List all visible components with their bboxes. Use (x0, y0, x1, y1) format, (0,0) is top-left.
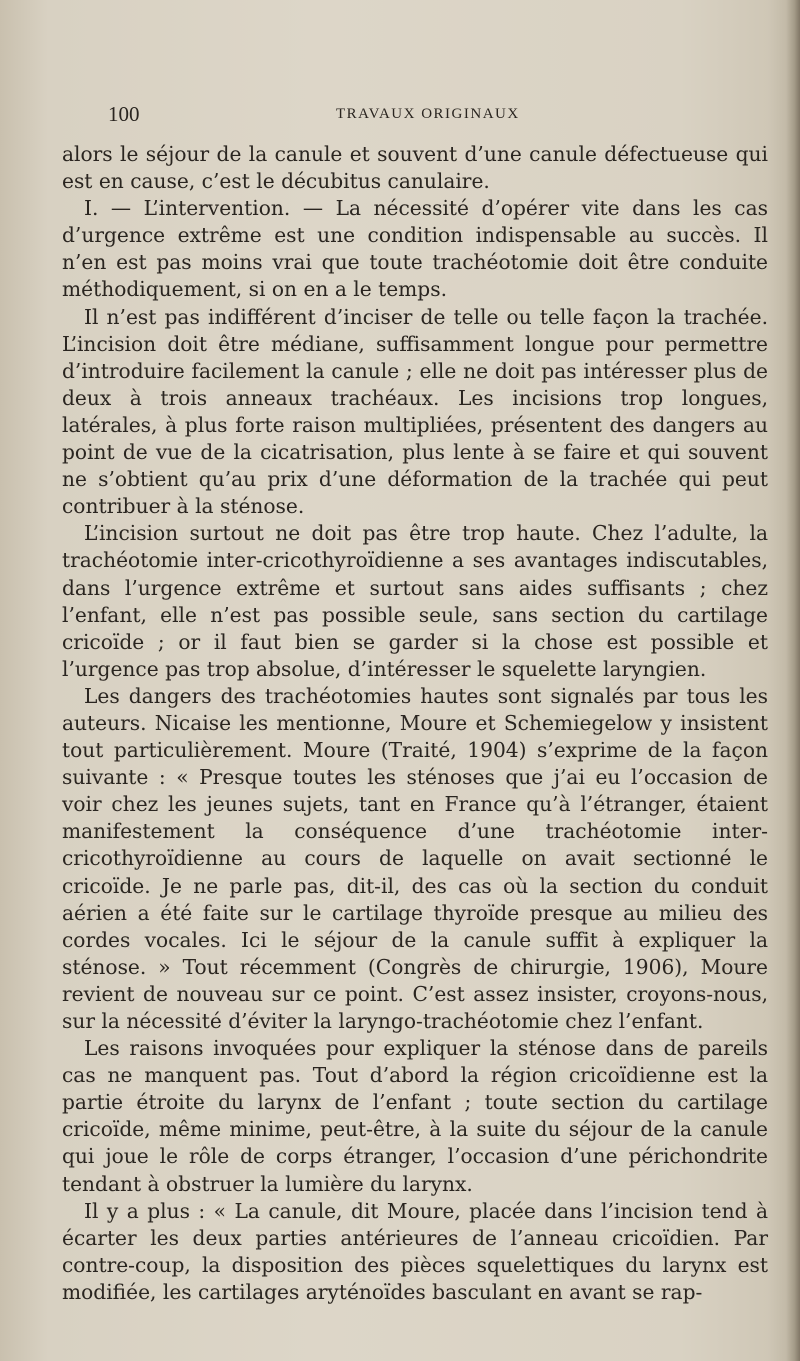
page-header (108, 102, 748, 130)
page-edge-shadow (786, 0, 800, 1361)
body-text (62, 141, 768, 1306)
paragraph: Il n’est pas indifférent d’inciser de telle ou telle façon la trachée. L’incision doit être médiane, suffisamment longue pour permettre d’introduire facilement la canule ; elle ne doit pas intéresser plus de deux à trois anneaux trachéaux. Les incisions trop longues, latérales, à plus forte raison multipliées, présentent des dangers au point de vue de la cicatrisation, plus lente à se faire et qui souvent ne s’obtient qu’au prix d’une déformation de la trachée qui peut contribuer à la sténose. (62, 304, 768, 519)
paragraph: alors le séjour de la canule et souvent d’une canule défectueuse qui est en cause, c’est le décubitus canulaire. (62, 142, 768, 194)
paragraph: L’incision surtout ne doit pas être trop haute. Chez l’adulte, la trachéotomie inter-cricothyroïdienne a ses avantages indiscutables, dans l’urgence extrême et surtout sans aides suffisants ; chez l’enfant, elle n’est pas possible seule, sans section du cartilage cricoïde ; or il faut bien se garder si la chose est possible et l’urgence pas trop absolue, d’intéresser le squelette laryngien. (62, 521, 768, 681)
page-number: 100 (108, 102, 140, 126)
running-head: TRAVAUX ORIGINAUX (336, 106, 520, 122)
paragraph: Les raisons invoquées pour expliquer la sténose dans de pareils cas ne manquent pas. Tout d’abord la région cricoïdienne est la partie étroite du larynx de l’enfant ; toute section du cartilage cricoïde, même minime, peut-être, à la suite du séjour de la canule qui joue le rôle de corps étranger, l’occasion d’une périchondrite tendant à obstruer la lumière du larynx. (62, 1036, 768, 1196)
paragraph: I. — L’intervention. — La nécessité d’opérer vite dans les cas d’urgence extrême est une condition indispensable au succès. Il n’en est pas moins vrai que toute trachéotomie doit être conduite méthodiquement, si on en a le temps. (62, 196, 768, 302)
paragraph: Il y a plus : « La canule, dit Moure, placée dans l’incision tend à écarter les deux parties antérieures de l’anneau cricoïdien. Par contre-coup, la disposition des pièces squelettiques du larynx est modifiée, les cartilages aryténoïdes basculant en avant se rap- (62, 1198, 768, 1304)
paragraph: Les dangers des trachéotomies hautes sont signalés par tous les auteurs. Nicaise les mentionne, Moure et Schemiegelow y insistent tout particulièrement. Moure (Traité, 1904) s’exprime de la façon suivante : « Presque toutes les sténoses que j’ai eu l’occasion de voir chez les jeunes sujets, tant en France qu’à l’étranger, étaient manifestement la conséquence d’une trachéotomie inter-cricothyroïdienne au cours de laquelle on avait sectionné le cricoïde. Je ne parle pas, dit-il, des cas où la section du conduit aérien a été faite sur le cartilage thyroïde presque au milieu des cordes vocales. Ici le séjour de la canule suffit à expliquer la sténose. » Tout récemment (Congrès de chirurgie, 1906), Moure revient de nouveau sur ce point. C’est assez insister, croyons-nous, sur la nécessité d’éviter la laryngo-trachéotomie chez l’enfant. (62, 683, 768, 1033)
